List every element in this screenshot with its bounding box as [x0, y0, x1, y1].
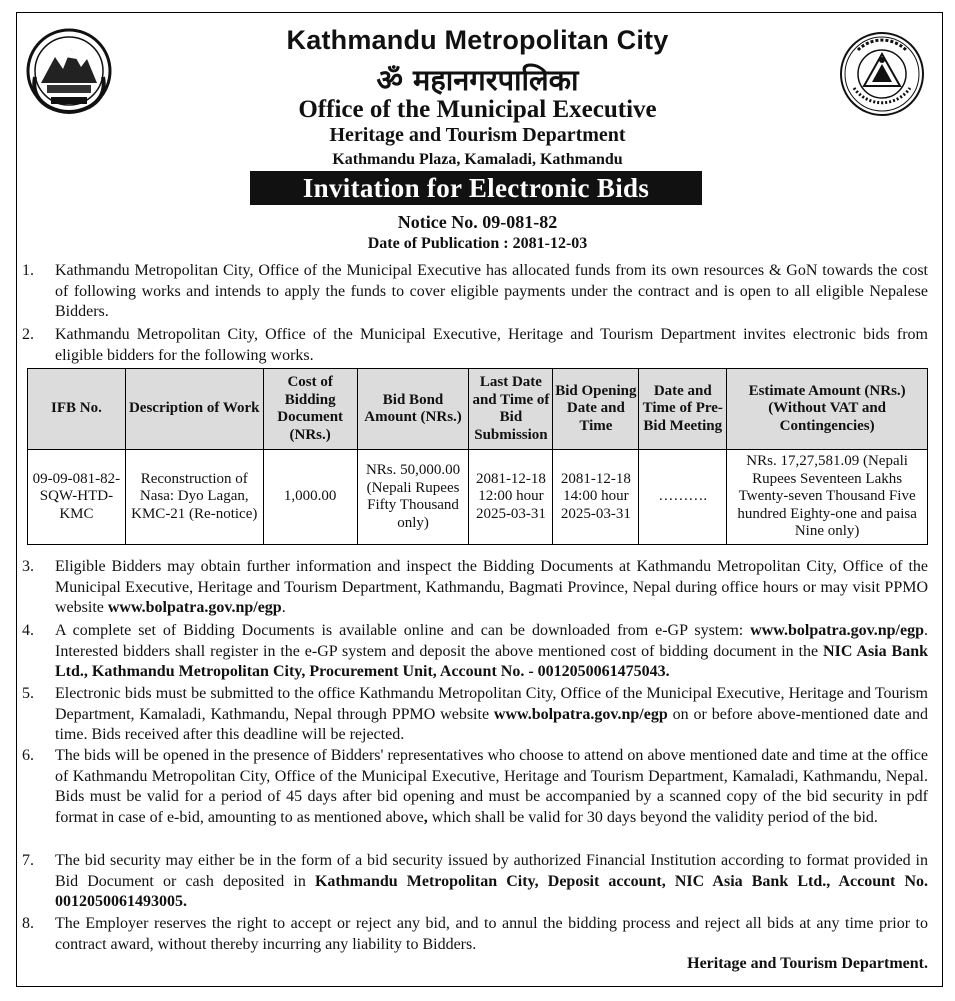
paragraph-text: The bid security may either be in the form of a bid security issued by authorized Financial Institution according to format provided in Bid Document or cash deposited in	[55, 852, 928, 890]
address-line: Kathmandu Plaza, Kamaladi, Kathmandu	[332, 151, 623, 168]
col-header-cost: Cost of Bidding Document (NRs.)	[263, 369, 357, 450]
paragraph-8	[22, 914, 928, 955]
table-header-row	[28, 369, 928, 450]
col-header-bid-bond: Bid Bond Amount (NRs.)	[357, 369, 469, 450]
paragraph-text: A complete set of Bidding Documents is available online and can be downloaded from e-GP system:	[55, 622, 751, 639]
paragraph-number: 5.	[22, 685, 34, 702]
signature-department: Heritage and Tourism Department.	[687, 955, 928, 972]
cell-bid-bond: NRs. 50,000.00 (Nepali Rupees Fifty Thousand only)	[357, 450, 469, 545]
paragraph-3	[22, 557, 928, 619]
city-title-nepali: ॐ महानगरपालिका	[376, 63, 579, 97]
col-header-prebid: Date and Time of Pre-Bid Meeting	[639, 369, 727, 450]
col-header-ifb-no: IFB No.	[28, 369, 126, 450]
bids-table	[27, 368, 928, 545]
paragraph-6	[22, 746, 928, 828]
paragraph-5	[22, 684, 928, 746]
ppmo-link: www.bolpatra.gov.np/egp	[107, 599, 282, 616]
cell-submission	[469, 450, 553, 545]
paragraph-text: . Interested bidders shall register in the e-GP system and deposit the above mentioned cost of bidding document in the	[55, 622, 928, 660]
notice-number: Notice No. 09-081-82	[397, 212, 558, 232]
opening-time: 14:00 hour	[563, 488, 629, 505]
paragraph-text: .	[281, 599, 286, 616]
cell-opening	[553, 450, 639, 545]
paragraph-4	[22, 621, 928, 683]
paragraph-number: 7.	[22, 852, 34, 869]
paragraph-number: 2.	[22, 326, 34, 343]
department-title: Heritage and Tourism Department	[329, 124, 626, 146]
paragraph-1	[22, 261, 928, 323]
table-row	[28, 450, 928, 545]
paragraph-number: 4.	[22, 622, 34, 639]
opening-date: 2081-12-18	[560, 470, 631, 487]
paragraph-text: Kathmandu Metropolitan City, Office of the Municipal Executive, Heritage and Tourism Department invites electronic bids from eligible bidders for the following works.	[55, 326, 928, 364]
submission-time: 12:00 hour	[478, 488, 544, 505]
invitation-banner: Invitation for Electronic Bids	[250, 171, 702, 205]
paragraph-text: Kathmandu Metropolitan City, Office of the Municipal Executive has allocated funds from its own resources & GoN towards the cost of following works and intends to apply the funds to cover eligible payments under the contract and is open to all eligible Nepalese Bidders.	[55, 262, 928, 320]
paragraph-7	[22, 851, 928, 913]
egp-link: www.bolpatra.gov.np/egp	[750, 622, 924, 639]
ppmo-link: www.bolpatra.gov.np/egp	[493, 705, 668, 723]
paragraph-number: 6.	[22, 747, 34, 764]
submission-date: 2081-12-18	[475, 470, 546, 487]
cell-cost: 1,000.00	[263, 450, 357, 545]
paragraph-text: Electronic bids must be submitted to the office Kathmandu Metropolitan City, Office of the Municipal Executive, Heritage and Tourism Department, Kamaladi, Kathmandu, Nepal through PPMO website	[55, 685, 928, 723]
cell-ifb-no: 09-09-081-82-SQW-HTD-KMC	[28, 450, 126, 545]
paragraph-number: 8.	[22, 915, 34, 932]
paragraph-text: on or before above-mentioned date and time. Bids received after this deadline will be rejected.	[55, 705, 928, 743]
cell-description: Reconstruction of Nasa: Dyo Lagan, KMC-21 (Re-notice)	[125, 450, 263, 545]
paragraph-comma: ,	[423, 808, 428, 826]
cell-prebid: ……….	[639, 450, 727, 545]
col-header-submission: Last Date and Time of Bid Submission	[469, 369, 553, 450]
col-header-estimate: Estimate Amount (NRs.) (Without VAT and Contingencies)	[727, 369, 928, 450]
paragraph-number: 3.	[22, 558, 34, 575]
publication-date: Date of Publication : 2081-12-03	[367, 235, 588, 252]
city-title: Kathmandu Metropolitan City	[286, 25, 669, 55]
opening-date-ad: 2025-03-31	[560, 505, 631, 522]
office-title: Office of the Municipal Executive	[298, 96, 657, 123]
procurement-account: NIC Asia Bank Ltd., Kathmandu Metropolitan City, Procurement Unit, Account No. - 0012050061475043.	[55, 642, 928, 680]
paragraph-text: The Employer reserves the right to accept or reject any bid, and to annul the bidding process and reject all bids at any time prior to contract award, without thereby incurring any liability to Bidders.	[55, 915, 928, 953]
paragraph-2	[22, 325, 928, 366]
deposit-account: Kathmandu Metropolitan City, Deposit account, NIC Asia Bank Ltd., Account No. 0012050061493005.	[55, 872, 928, 910]
paragraph-text: The bids will be opened in the presence of Bidders' representatives who choose to attend on above mentioned date and time at the office of Kathmandu Metropolitan City, Office of the Municipal Executive, Heritage and Tourism Department, Kamaladi, Kathmandu, Nepal. Bids must be valid for a period of 45 days after bid opening and must be accompanied by a scanned copy of the bid security in pdf format in case of e-bid, amounting to as mentioned above	[55, 747, 928, 826]
paragraph-number: 1.	[22, 262, 34, 279]
col-header-opening: Bid Opening Date and Time	[553, 369, 639, 450]
cell-estimate: NRs. 17,27,581.09 (Nepali Rupees Seventeen Lakhs Twenty-seven Thousand Five hundred Eighty-one and paisa Nine only)	[727, 450, 928, 545]
col-header-description: Description of Work	[125, 369, 263, 450]
paragraph-text: Eligible Bidders may obtain further information and inspect the Bidding Documents at Kathmandu Metropolitan City, Office of the Municipal Executive, Heritage and Tourism Department, Kathmandu, Bagmati Province, Nepal during office hours or may visit PPMO website	[55, 558, 928, 616]
paragraph-text: which shall be valid for 30 days beyond the validity period of the bid.	[427, 808, 878, 826]
submission-date-ad: 2025-03-31	[475, 505, 546, 522]
